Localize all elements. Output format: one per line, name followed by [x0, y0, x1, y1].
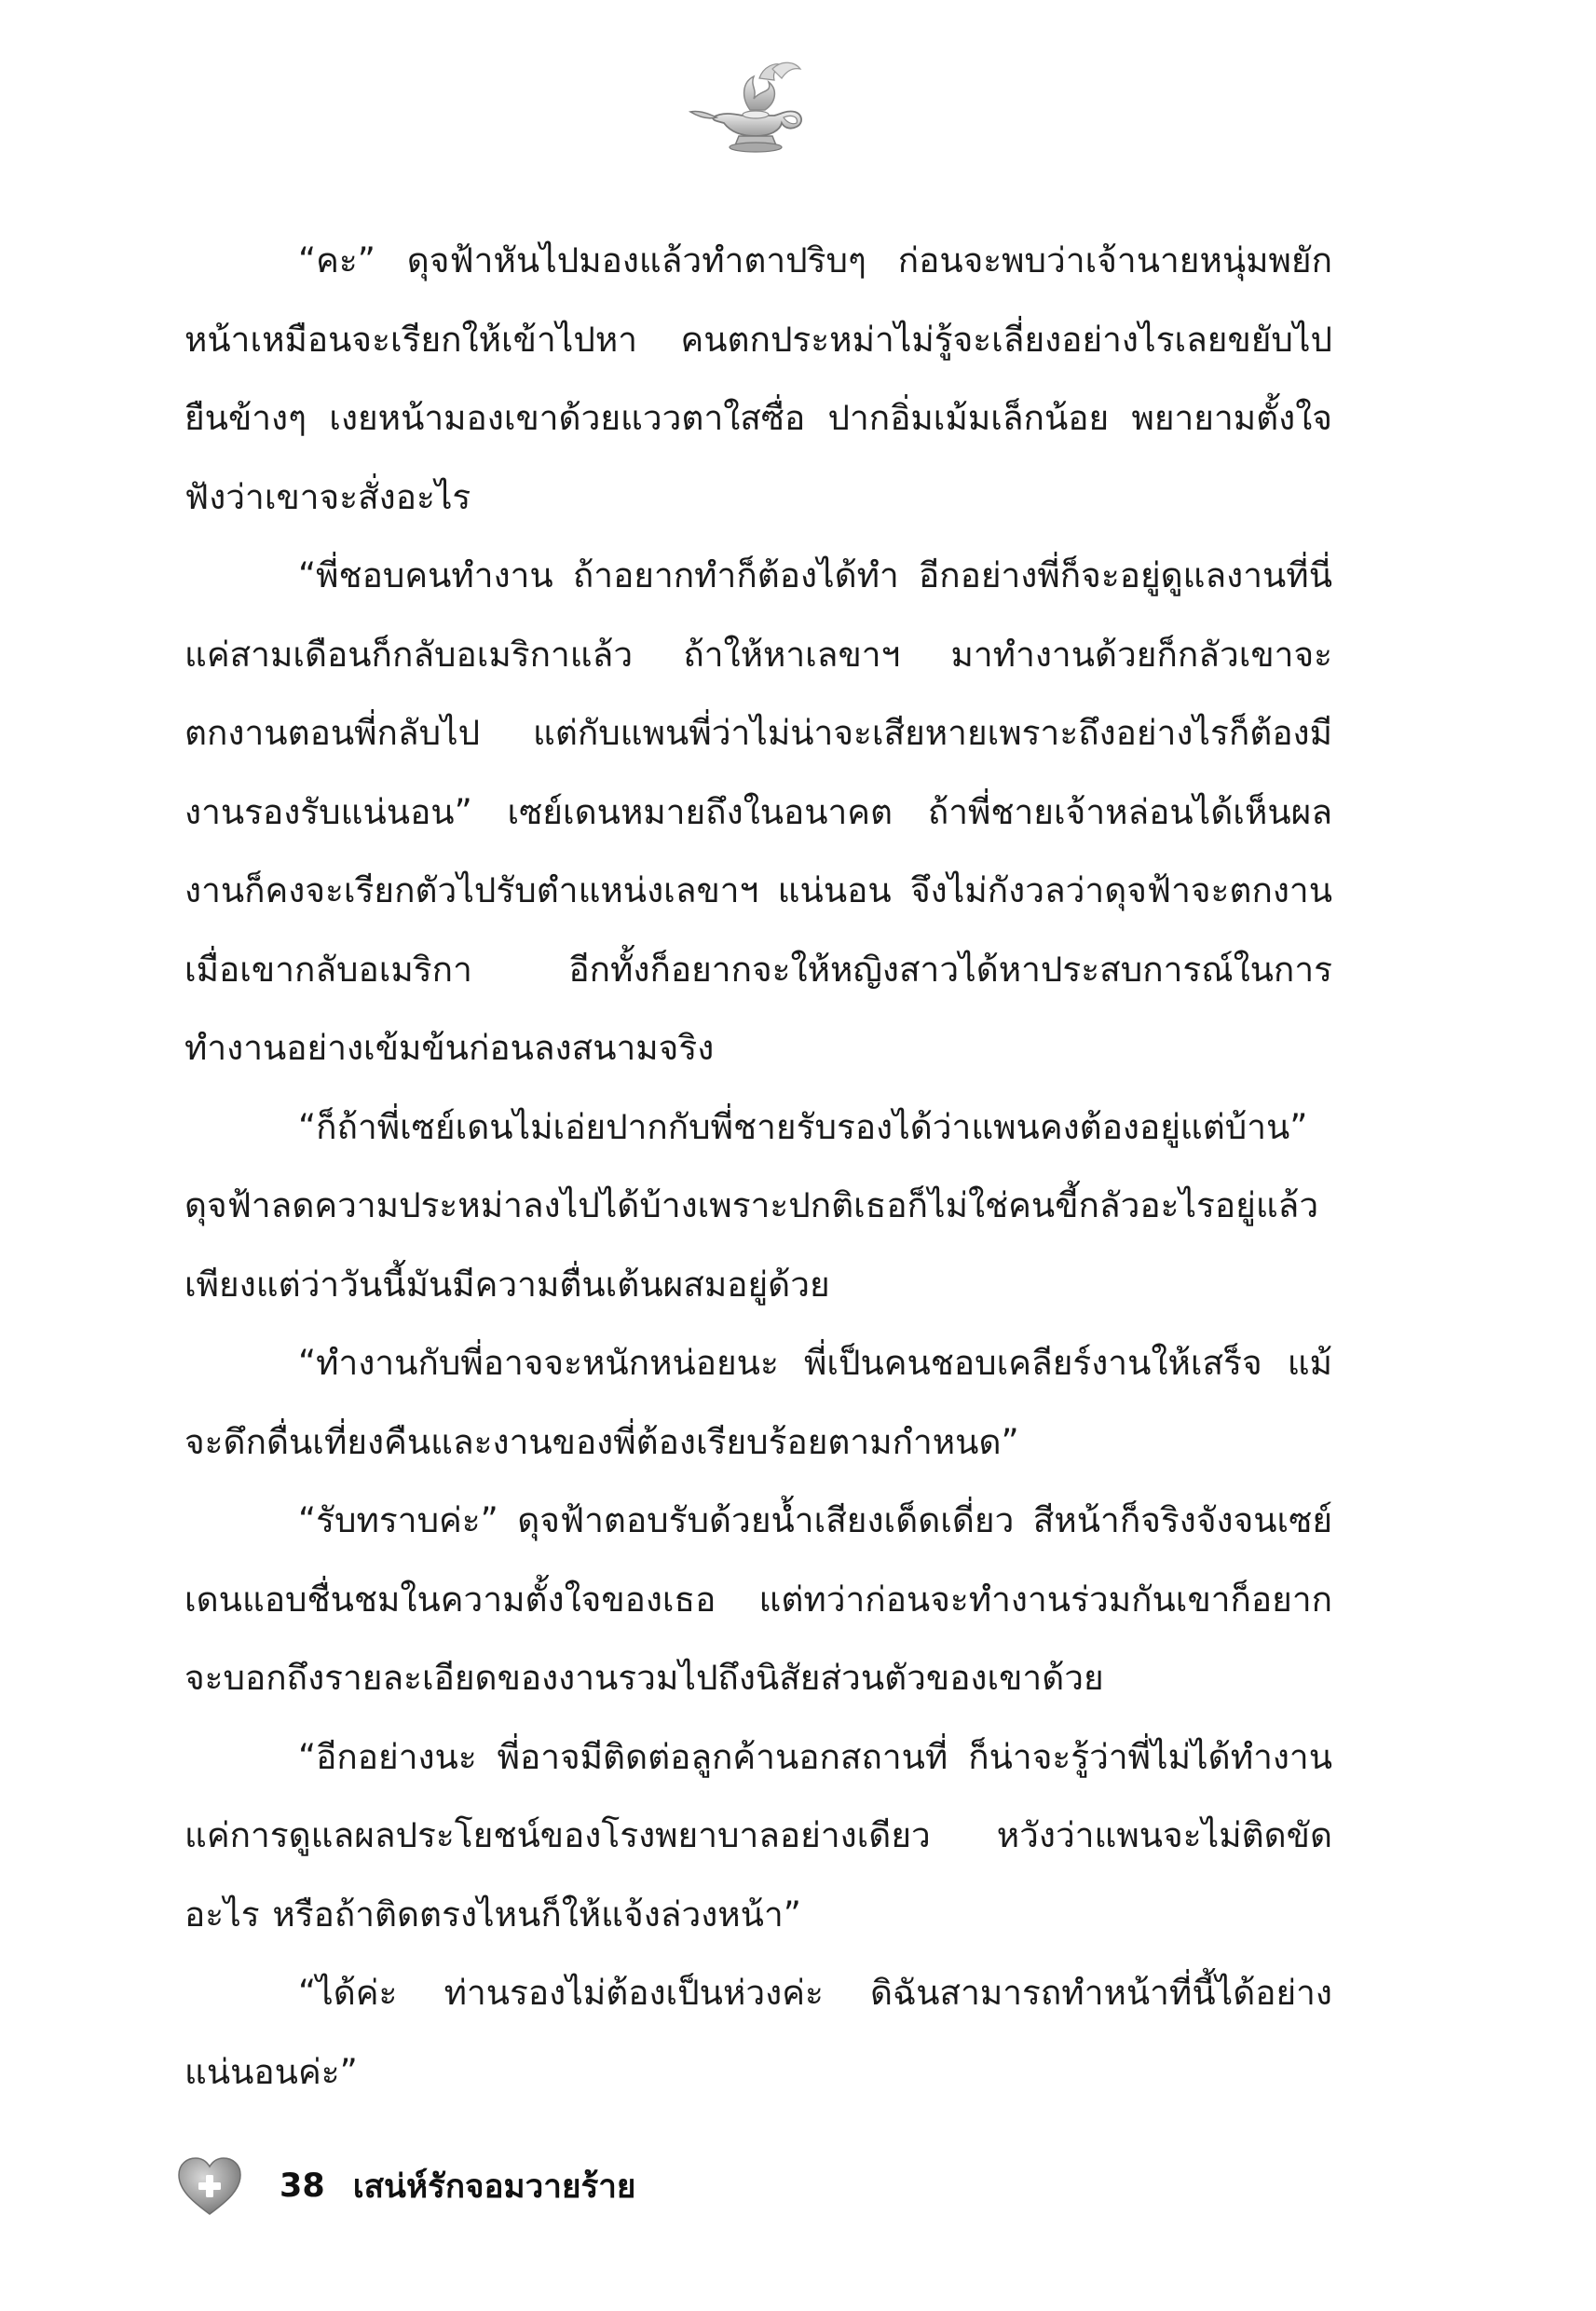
paragraph: “รับทราบค่ะ” ดุจฟ้าตอบรับด้วยน้ำเสียงเด็ดเดี่ยว สีหน้าก็จริงจังจนเซย์เดนแอบชื่นชมในความตั้งใจของเธอ แต่ทว่าก่อนจะทำงานร่วมกันเขาก็อยากจะบอกถึงรายละเอียดของงานรวมไปถึงนิสัยส่วนตัวของเขาด้วย	[184, 1500, 1332, 1698]
story-text	[184, 222, 1332, 2112]
paragraph: “ได้ค่ะ ท่านรองไม่ต้องเป็นห่วงค่ะ ดิฉันสามารถทำหน้าที่นี้ได้อย่างแน่นอนค่ะ”	[184, 1973, 1332, 2092]
magic-lamp-icon	[685, 56, 825, 158]
page-number: 38	[280, 2167, 325, 2205]
paragraph: “ทำงานกับพี่อาจจะหนักหน่อยนะ พี่เป็นคนชอบเคลียร์งานให้เสร็จ แม้จะดึกดื่นเที่ยงคืนและงานของพี่ต้องเรียบร้อยตามกำหนด”	[184, 1343, 1332, 1462]
paragraph: “อีกอย่างนะ พี่อาจมีติดต่อลูกค้านอกสถานที่ ก็น่าจะรู้ว่าพี่ไม่ได้ทำงานแค่การดูแลผลประโยชน์ของโรงพยาบาลอย่างเดียว หวังว่าแพนจะไม่ติดขัดอะไร หรือถ้าติดตรงไหนก็ให้แจ้งล่วงหน้า”	[184, 1736, 1332, 1935]
page-footer	[175, 2151, 635, 2222]
paragraph: “คะ” ดุจฟ้าหันไปมองแล้วทำตาปริบๆ ก่อนจะพบว่าเจ้านายหนุ่มพยักหน้าเหมือนจะเรียกให้เข้าไปหา คนตกประหม่าไม่รู้จะเลี่ยงอย่างไรเลยขยับไปยืนข้างๆ เงยหน้ามองเขาด้วยแววตาใสซื่อ ปากอิ่มเม้มเล็กน้อย พยายามตั้งใจฟังว่าเขาจะสั่งอะไร	[184, 240, 1332, 517]
paragraph: “พี่ชอบคนทำงาน ถ้าอยากทำก็ต้องได้ทำ อีกอย่างพี่ก็จะอยู่ดูแลงานที่นี่แค่สามเดือนก็กลับอเมริกาแล้ว ถ้าให้หาเลขาฯ มาทำงานด้วยก็กลัวเขาจะตกงานตอนพี่กลับไป แต่กับแพนพี่ว่าไม่น่าจะเสียหายเพราะถึงอย่างไรก็ต้องมีงานรองรับแน่นอน” เซย์เดนหมายถึงในอนาคต ถ้าพี่ชายเจ้าหล่อนได้เห็นผลงานก็คงจะเรียกตัวไปรับตำแหน่งเลขาฯ แน่นอน จึงไม่กังวลว่าดุจฟ้าจะตกงานเมื่อเขากลับอเมริกา อีกทั้งก็อยากจะให้หญิงสาวได้หาประสบการณ์ในการทำงานอย่างเข้มข้นก่อนลงสนามจริง	[184, 555, 1332, 1068]
book-title: เสน่ห์รักจอมวายร้าย	[352, 2167, 636, 2206]
heart-plus-icon	[175, 2154, 244, 2218]
paragraph: “ก็ถ้าพี่เซย์เดนไม่เอ่ยปากกับพี่ชายรับรองได้ว่าแพนคงต้องอยู่แต่บ้าน” ดุจฟ้าลดความประหม่าลงไปได้บ้างเพราะปกติเธอก็ไม่ใช่คนขี้กลัวอะไรอยู่แล้ว เพียงแต่ว่าวันนี้มันมีความตื่นเต้นผสมอยู่ด้วย	[184, 1106, 1319, 1305]
